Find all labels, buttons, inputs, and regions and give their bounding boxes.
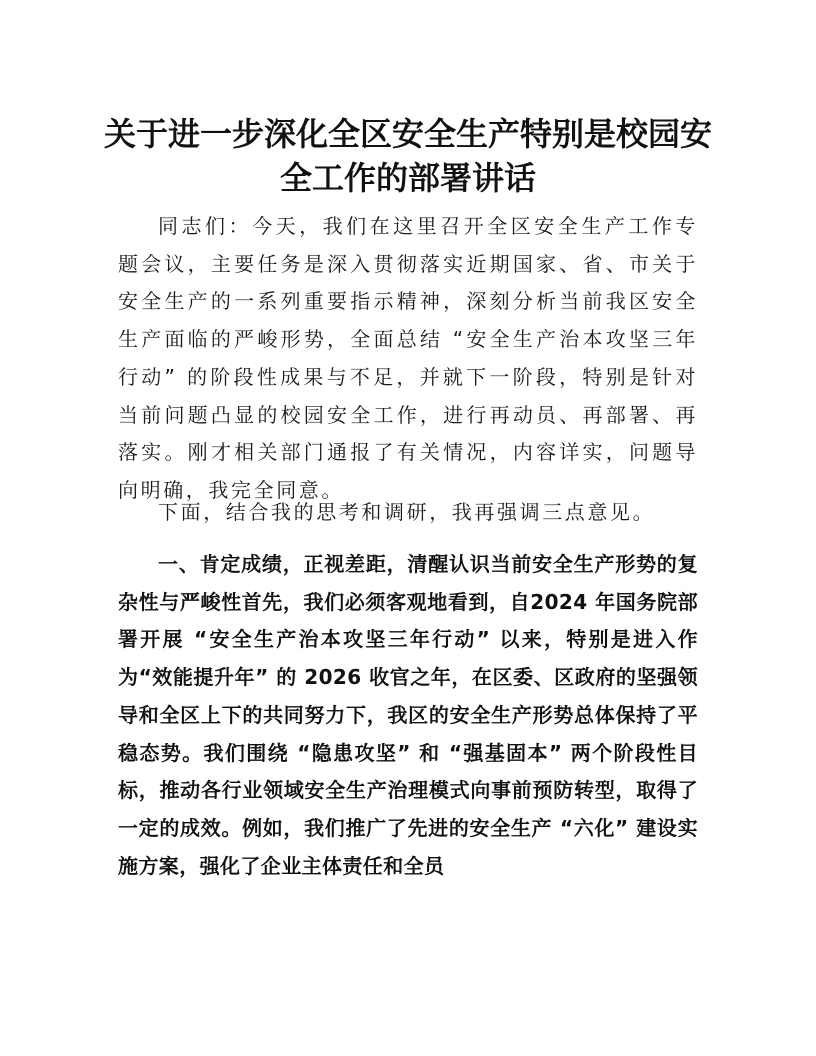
paragraph-opening: 同志们：今天，我们在这里召开全区安全生产工作专题会议，主要任务是深入贯彻落实近期国家、省、市关于安全生产的一系列重要指示精神，深刻分析当前我区安全生产面临的严峻形势，全面总结 “安全生产治本攻坚三年行动” 的阶段性成果与不足，并就下一阶段，特别是针对当前问题凸显的校园安全工作，进行再动员、再部署、再落实。刚才相关部门通报了有关情况，内容详实，问题导向明确，我完全同意。 — [118, 214, 698, 502]
document-title: 关于进一步深化全区安全生产特别是校园安全工作的部署讲话 — [103, 115, 712, 197]
paragraph-transition: 下面，结合我的思考和调研，我再强调三点意见。 — [158, 500, 656, 524]
paragraph-section-one: 一、肯定成绩，正视差距，清醒认识当前安全生产形势的复杂性与严峻性首先，我们必须客观地看到，自2024 年国务院部署开展 “安全生产治本攻坚三年行动” 以来，特别是进入作为“效能提升年” 的 2026 收官之年，在区委、区政府的坚强领导和全区上下的共同努力下，我区的安全生产形势总体保持了平稳态势。我们围绕 “隐患攻坚” 和 “强基固本” 两个阶段性目标，推动各行业领域安全生产治理模式向事前预防转型，取得了一定的成效。例如，我们推广了先进的安全生产 “六化” 建设实施方案，强化了企业主体责任和全员 — [118, 552, 698, 878]
